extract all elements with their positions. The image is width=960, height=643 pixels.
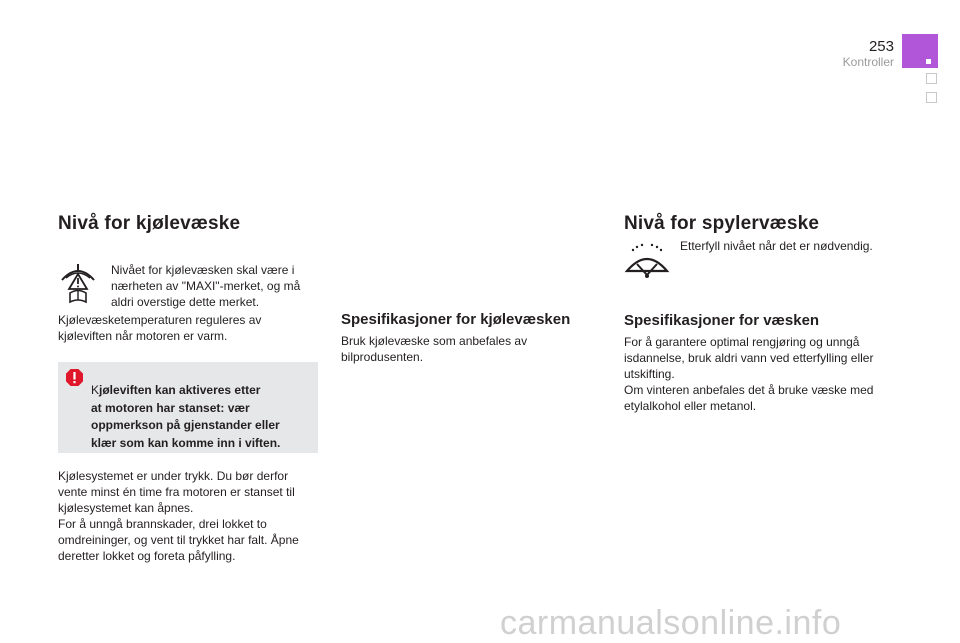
active-tab-marker	[926, 59, 931, 64]
coolant-temperature-note: Kjølevæsketemperaturen reguleres av kjøleviften når motoren er varm.	[58, 313, 262, 343]
washer-level-note: Etterfyll nivået når det er nødvendig.	[680, 239, 873, 253]
washer-fluid-title: Nivå for spylervæske	[624, 213, 820, 234]
warning-icon	[65, 368, 84, 387]
washer-spec-text: For å garantere optimal rengjøring og unngå isdannelse, bruk aldri vann ved etterfylling eller utskifting. Om vinteren anbefales det å bruke væske med etylalkohol eller metanol.	[624, 335, 874, 413]
section-tab[interactable]	[926, 92, 937, 103]
coolant-title: Nivå for kjølevæske	[58, 213, 241, 234]
section-tab[interactable]	[926, 73, 937, 84]
washer-spec-title: Spesifikasjoner for væsken	[624, 312, 820, 329]
section-label: Kontroller	[842, 55, 894, 69]
coolant-spec-title: Spesifikasjoner for kjølevæsken	[341, 311, 571, 328]
coolant-spec-text: Bruk kjølevæske som anbefales av bilprodusenten.	[341, 334, 528, 364]
windscreen-washer-icon	[624, 243, 670, 283]
pressure-note: Kjølesystemet er under trykk. Du bør derfor vente minst én time fra motoren er stanset til kjølesystemet kan åpnes. For å unngå brannskader, drei lokket to omdreininger, og vent til trykket har falt. Åpne deretter lokket og foreta påfylling.	[58, 469, 299, 563]
page-number: 253	[868, 38, 894, 55]
fan-warning-bold: jøleviften kan aktiveres etter at motoren har stanset: vær oppmerkson på gjenstander eller klær som kan komme inn i viften.	[91, 383, 281, 450]
coolant-level-note: Nivået for kjølevæsken skal være i nærheten av "MAXI"-merket, og må aldri overstige dette merket.	[111, 263, 301, 309]
coolant-reservoir-icon	[58, 260, 98, 304]
fan-warning-first-letter: K	[91, 383, 100, 397]
fan-warning-text	[91, 382, 306, 452]
watermark: carmanualsonline.info	[500, 604, 842, 642]
section-tab-active[interactable]	[902, 34, 938, 68]
